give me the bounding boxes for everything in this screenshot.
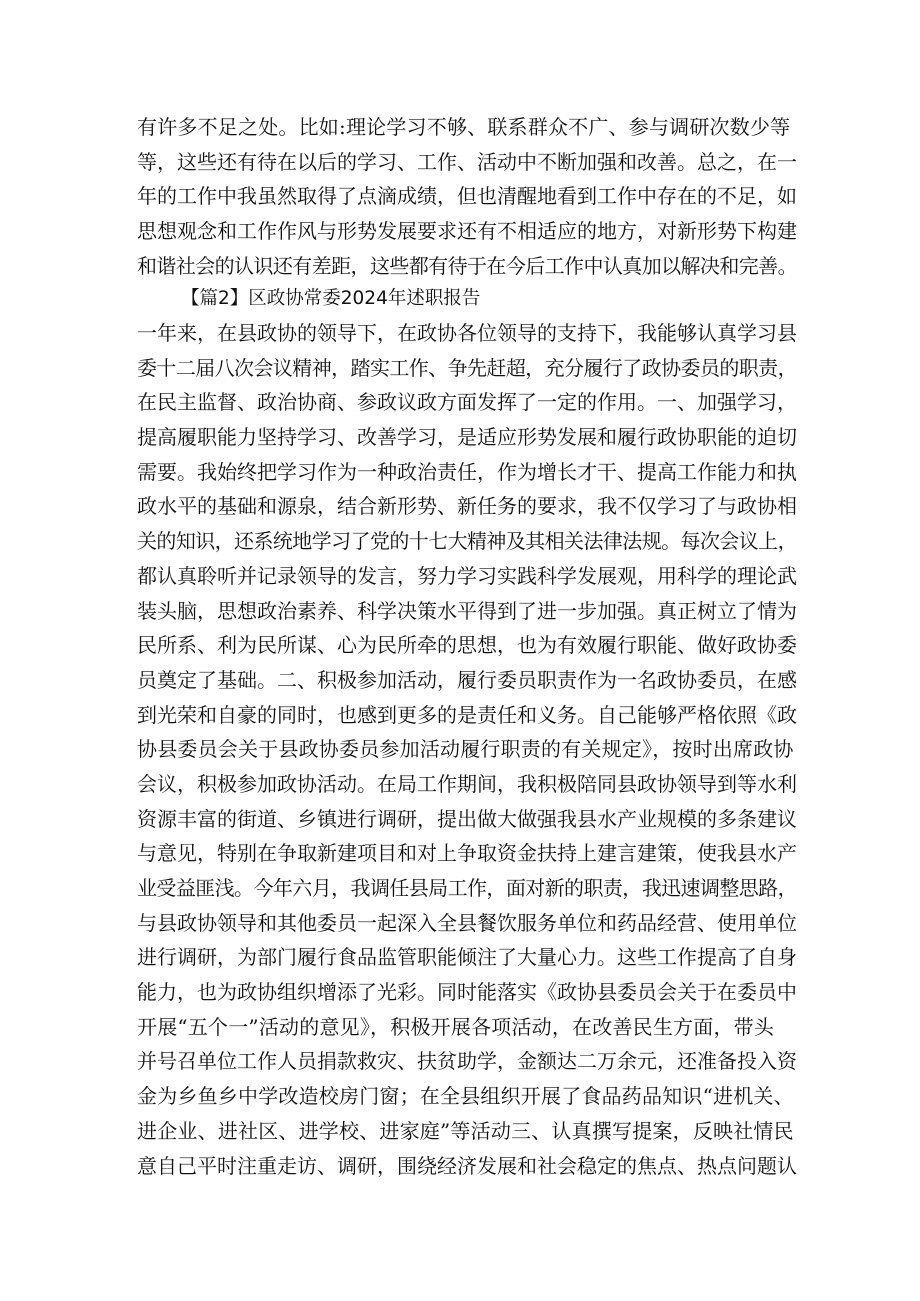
text-line: 金为乡鱼乡中学改造校房门窗；在全县组织开展了食品药品知识“进机关、 xyxy=(137,1084,794,1109)
text-line: 政水平的基础和源泉，结合新形势、新任务的要求，我不仅学习了与政协相 xyxy=(137,494,797,519)
paragraph-intro xyxy=(137,110,797,283)
text-line: 并号召单位工作人员捐款救灾、扶贫助学，金额达二万余元，还准备投入资 xyxy=(137,1049,797,1074)
section-heading: 【篇2】区政协常委2024年述职报告 xyxy=(181,288,481,309)
text-line: 提高履职能力坚持学习、改善学习，是适应形势发展和履行政协职能的迫切 xyxy=(137,425,797,450)
text-line: 与意见，特别在争取新建项目和对上争取资金扶持上建言建策，使我县水产 xyxy=(137,841,797,866)
text-line: 需要。我始终把学习作为一种政治责任，作为增长才干、提高工作能力和执 xyxy=(137,459,797,484)
text-line: 业受益匪浅。今年六月，我调任县局工作，面对新的职责，我迅速调整思路， xyxy=(137,876,797,900)
text-line: 到光荣和自豪的同时，也感到更多的是责任和义务。自己能够严格依照《政 xyxy=(137,702,797,727)
text-line: 意自己平时注重走访、调研，围绕经济发展和社会稳定的焦点、热点问题认 xyxy=(137,1153,797,1178)
text-line: 进企业、进社区、进学校、进家庭”等活动三、认真撰写提案，反映社情民 xyxy=(137,1118,794,1143)
text-line: 思想观念和工作作风与形势发展要求还有不相适应的地方，对新形势下构建 xyxy=(137,219,797,244)
text-line: 和谐社会的认识还有差距，这些都有待于在今后工作中认真加以解决和完善。 xyxy=(137,253,797,278)
text-line: 委十二届八次会议精神，踏实工作、争先赶超，充分履行了政协委员的职责， xyxy=(137,355,797,380)
text-line: 资源丰富的街道、乡镇进行调研，提出做大做强我县水产业规模的多条建议 xyxy=(137,806,797,831)
text-line: 一年来，在县政协的领导下，在政协各位领导的支持下，我能够认真学习县 xyxy=(137,321,797,345)
text-line: 会议，积极参加政协活动。在局工作期间，我积极陪同县政协领导到等水利 xyxy=(137,771,797,796)
text-line: 装头脑，思想政治素养、科学决策水平得到了进一步加强。真正树立了情为 xyxy=(137,598,797,623)
text-line: 协县委员会关于县政协委员参加活动履行职责的有关规定》，按时出席政协 xyxy=(137,737,794,762)
text-line: 员奠定了基础。二、积极参加活动，履行委员职责作为一名政协委员，在感 xyxy=(137,667,797,692)
text-line: 年的工作中我虽然取得了点滴成绩，但也清醒地看到工作中存在的不足，如 xyxy=(137,184,797,209)
text-line: 开展“五个一”活动的意见》，积极开展各项活动，在改善民生方面，带头 xyxy=(137,1014,775,1039)
text-line: 民所系、利为民所谋、心为民所牵的思想，也为有效履行职能、做好政协委 xyxy=(137,633,797,658)
text-line: 关的知识，还系统地学习了党的十七大精神及其相关法律法规。每次会议上， xyxy=(137,529,797,554)
text-line: 与县政协领导和其他委员一起深入全县餐饮服务单位和药品经营、使用单位 xyxy=(137,910,797,935)
text-line: 等，这些还有待在以后的学习、工作、活动中不断加强和改善。总之，在一 xyxy=(137,149,797,174)
text-line: 都认真聆听并记录领导的发言，努力学习实践科学发展观，用科学的理论武 xyxy=(137,563,797,588)
text-line: 在民主监督、政治协商、参政议政方面发挥了一定的作用。一、加强学习， xyxy=(137,390,797,415)
text-line: 进行调研，为部门履行食品监管职能倾注了大量心力。这些工作提高了自身 xyxy=(137,945,797,970)
text-line: 有许多不足之处。比如:理论学习不够、联系群众不广、参与调研次数少等 xyxy=(137,115,791,139)
text-line: 能力，也为政协组织增添了光彩。同时能落实《政协县委员会关于在委员中 xyxy=(137,980,797,1005)
paragraph-body xyxy=(137,316,797,1183)
